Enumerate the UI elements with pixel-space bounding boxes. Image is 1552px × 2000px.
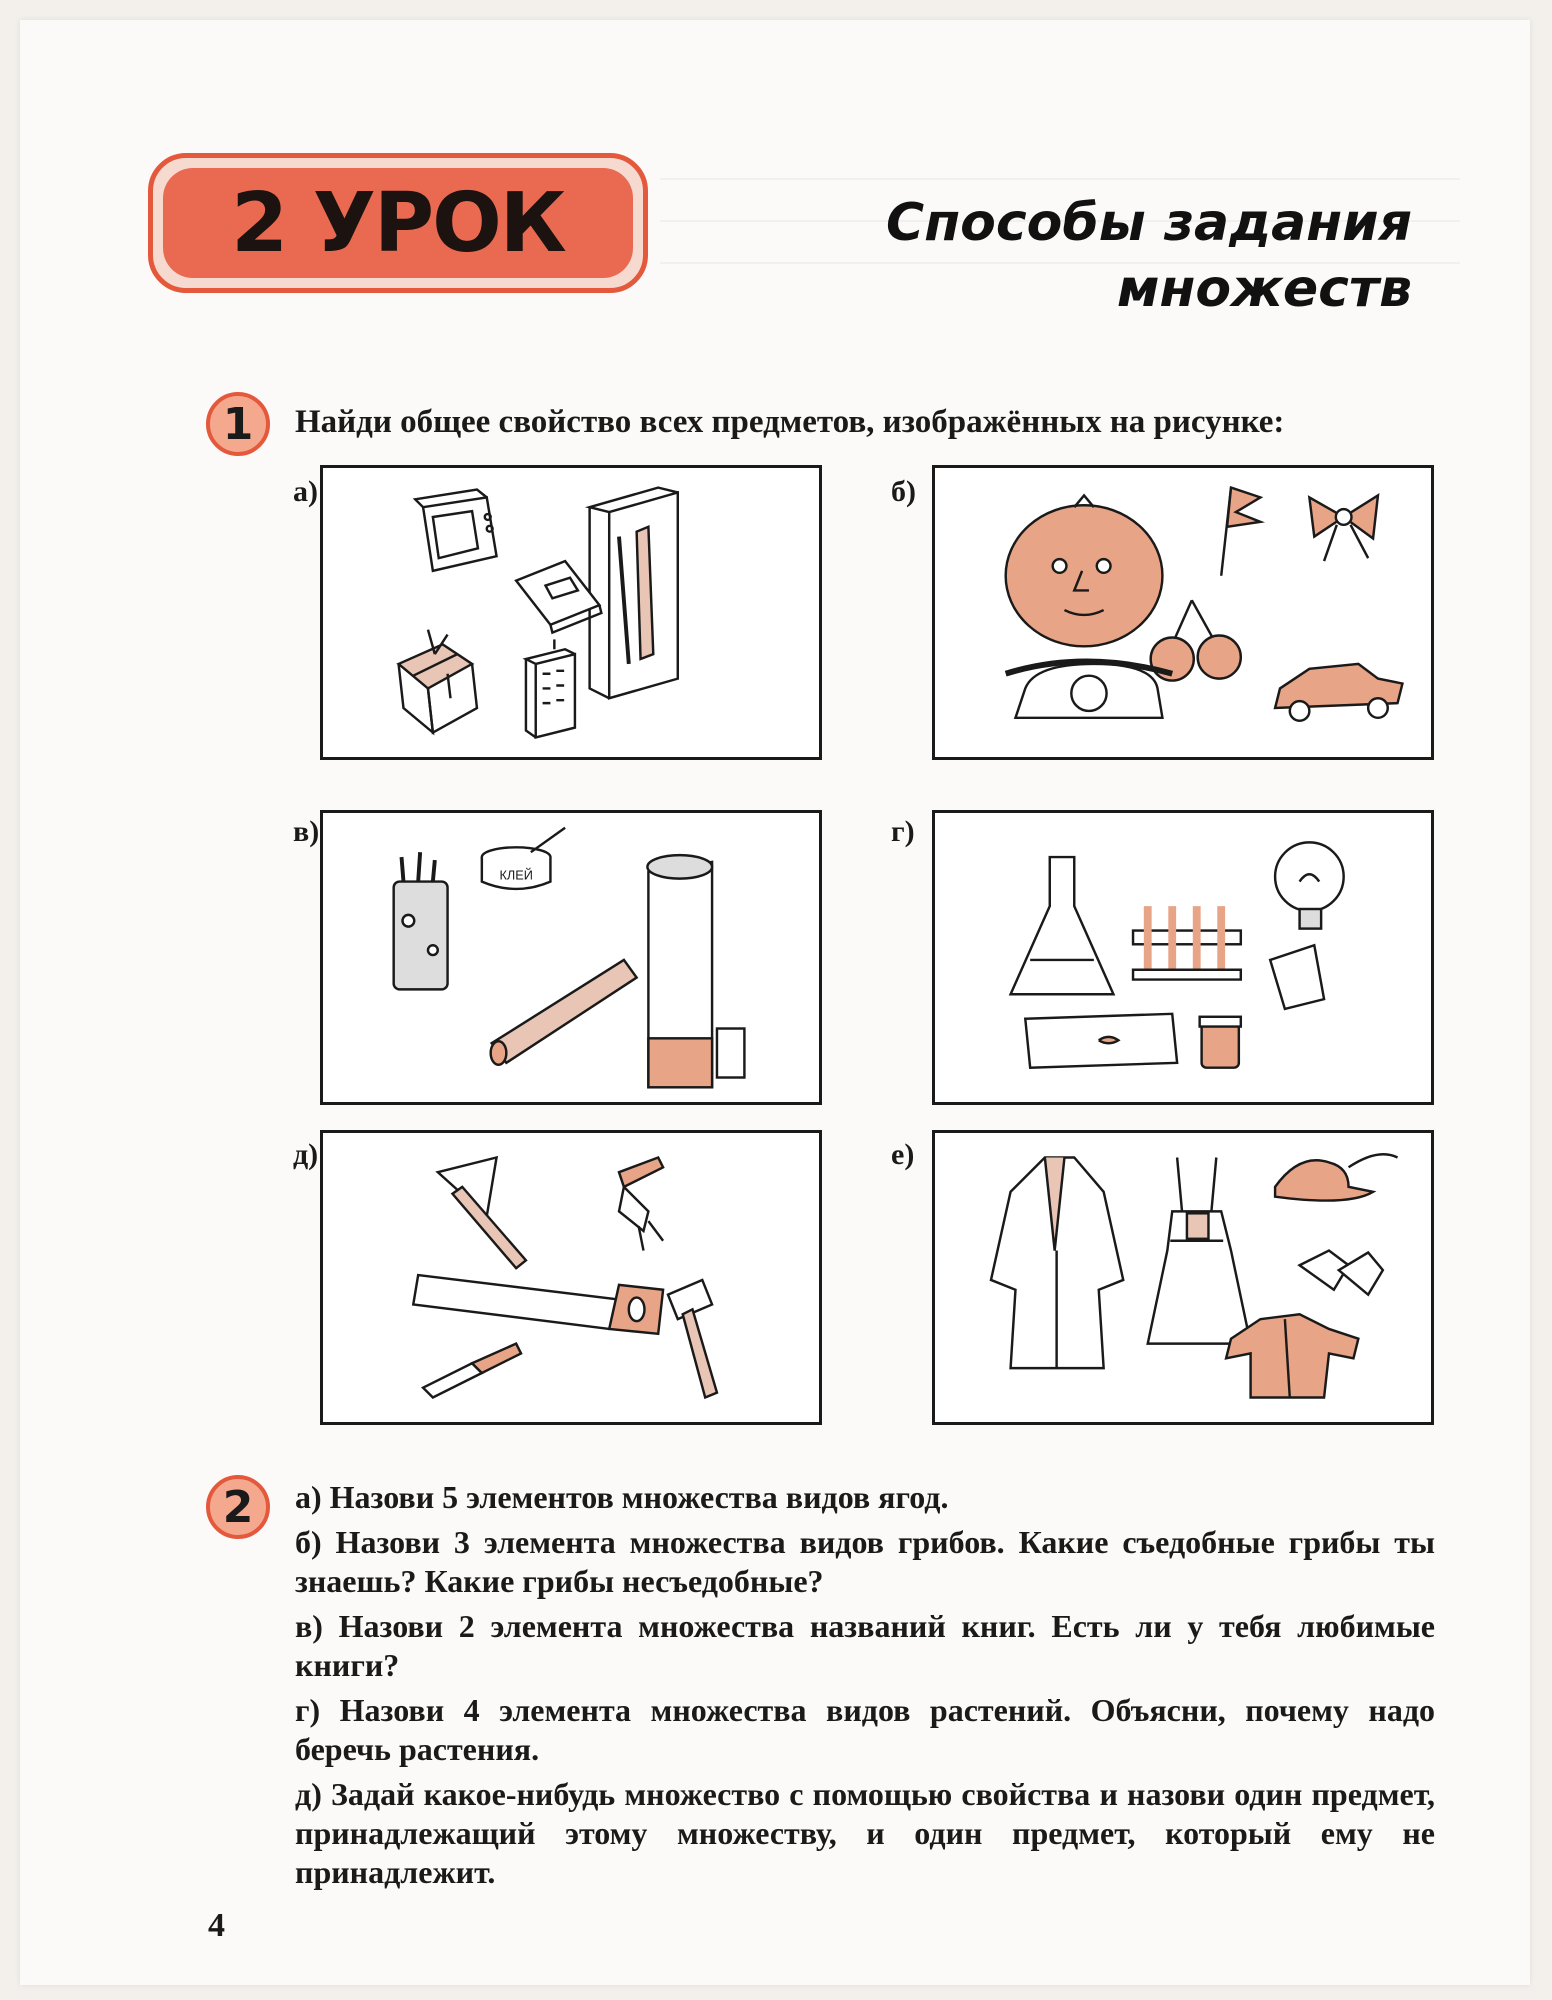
rolling-pin-icon — [491, 960, 637, 1065]
task-2-item-a: а) Назови 5 элементов множества видов ягод. — [295, 1479, 949, 1515]
pinafore-dress-icon — [1148, 1157, 1251, 1343]
flag-icon — [1221, 488, 1260, 576]
panel-d-illustration — [935, 813, 1431, 1102]
pliers-icon — [619, 1157, 663, 1250]
cherries-icon — [1151, 600, 1241, 680]
glass-cup-icon — [1270, 945, 1324, 1009]
lesson-label: 2 УРОК — [231, 175, 565, 271]
panel-b-label: б) — [891, 475, 916, 508]
fur-coat-icon — [991, 1157, 1123, 1368]
lesson-badge — [148, 153, 648, 293]
gloves-icon — [1300, 1251, 1383, 1295]
jar-icon — [1200, 1017, 1241, 1068]
panel-f-illustration — [935, 1133, 1431, 1422]
microwave-icon — [415, 490, 496, 571]
task-2-item-e: д) Задай какое-нибудь множество с помощью свойства и назови один предмет, принадлежащий этому множеству, и один предмет, который ему не принадлежит. — [295, 1776, 1435, 1890]
panel-c-label: в) — [293, 815, 320, 848]
task-2-item-d: г) Назови 4 элемента множества видов растений. Объясни, почему надо беречь растения. — [295, 1692, 1435, 1767]
glue-jar-label: КЛЕЙ — [499, 867, 533, 883]
telephone-icon — [1006, 661, 1173, 717]
panel-a-illustration — [323, 468, 819, 757]
panel-b-round-items — [932, 465, 1434, 760]
gift-box-icon — [399, 630, 477, 733]
saw-icon — [413, 1275, 663, 1334]
task-2-list — [295, 1478, 1435, 1898]
toy-car-icon — [1275, 664, 1402, 721]
panel-a-household-items — [320, 465, 822, 760]
hammer-icon — [668, 1280, 717, 1398]
glue-jar-icon — [482, 828, 565, 889]
lesson-title-line1: Способы задания — [886, 193, 1412, 253]
panel-e-illustration — [323, 1133, 819, 1422]
page-number: 4 — [208, 1907, 225, 1944]
panel-d-glass-items — [932, 810, 1434, 1105]
axe-icon — [438, 1157, 526, 1268]
panel-c-illustration — [323, 813, 819, 1102]
panel-a-label: а) — [293, 475, 318, 508]
panel-e-tools — [320, 1130, 822, 1425]
panel-d-label: г) — [891, 815, 915, 848]
building-model-icon — [526, 639, 575, 737]
test-tube-rack-icon — [1133, 906, 1241, 979]
task-1-number: 1 — [206, 392, 270, 456]
panel-f-label: е) — [891, 1138, 915, 1171]
panel-f-clothing — [932, 1130, 1434, 1425]
rolled-poster-icon — [647, 855, 744, 1087]
lesson-badge-inner — [163, 168, 633, 278]
panel-c-cylinders — [320, 810, 822, 1105]
panel-b-illustration — [935, 468, 1431, 757]
task-1-text: Найди общее свойство всех предметов, изображённых на рисунке: — [295, 404, 1285, 440]
knife-icon — [423, 1344, 521, 1398]
lesson-title-line2: множеств — [1116, 259, 1412, 319]
light-bulb-icon — [1275, 842, 1344, 928]
textbook-page — [20, 20, 1530, 1985]
hat-icon — [1275, 1154, 1397, 1200]
aquarium-icon — [1025, 1014, 1177, 1068]
task-2-item-c: в) Назови 2 элемента множества названий книг. Есть ли у тебя любимые книги? — [295, 1608, 1435, 1683]
wardrobe-icon — [590, 488, 678, 699]
panel-e-label: д) — [293, 1138, 319, 1171]
pumpkin-face-icon — [1006, 495, 1163, 646]
task-2-item-b: б) Назови 3 элемента множества видов грибов. Какие съедобные грибы ты знаешь? Какие грибы несъедобные? — [295, 1524, 1435, 1599]
pencil-cup-icon — [394, 852, 448, 989]
task-2-number: 2 — [206, 1475, 270, 1539]
lesson-title — [772, 190, 1412, 322]
bow-icon — [1309, 495, 1378, 561]
flask-icon — [1011, 857, 1114, 994]
